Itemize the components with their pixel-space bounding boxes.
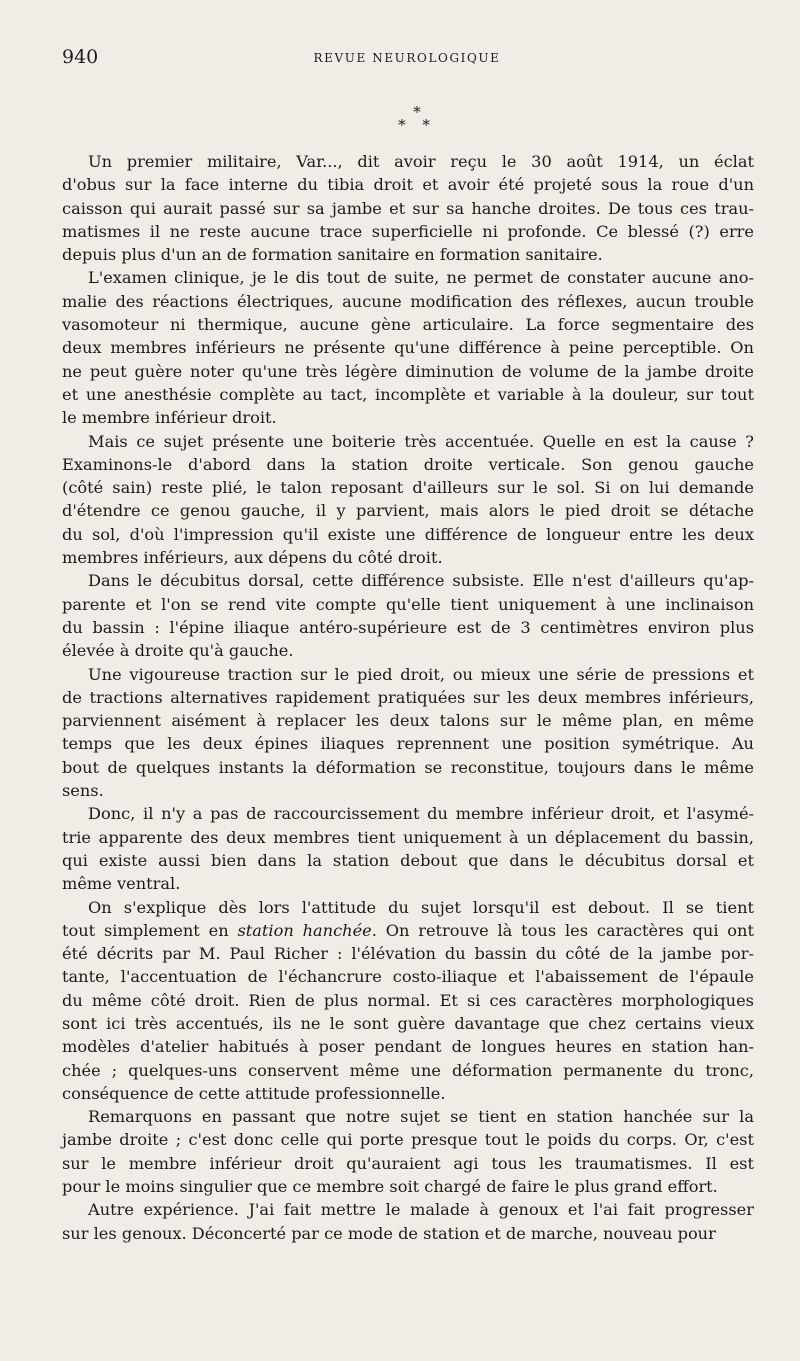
text-line: Examinons-le d'abord dans la station droite verticale. Son genou gauche: [62, 454, 754, 474]
text-line: vasomoteur ni thermique, aucune gène articulaire. La force segmentaire des: [62, 315, 754, 335]
page-header: [62, 44, 752, 72]
running-title: REVUE NEUROLOGIQUE: [313, 51, 501, 65]
text-line: du bassin : l'épine iliaque antéro-supérieure est de 3 centimètres environ plus: [62, 617, 754, 637]
text-line: Une vigoureuse traction sur le pied droit, ou mieux une série de pressions et: [88, 664, 754, 684]
text-line: même ventral.: [62, 874, 181, 894]
text-line: sens.: [62, 781, 104, 801]
text-line: d'obus sur la face interne du tibia droit et avoir été projeté sous la roue d'un: [62, 175, 754, 195]
text-line: chée ; quelques-uns conservent même une déformation permanente du tronc,: [62, 1060, 754, 1080]
text-line: Donc, il n'y a pas de raccourcissement du membre inférieur droit, et l'asymé-: [88, 804, 754, 824]
text-line: qui existe aussi bien dans la station debout que dans le décubitus dorsal et: [62, 850, 754, 870]
text-line: tante, l'accentuation de l'échancrure costo-iliaque et l'abaissement de l'épaule: [62, 967, 754, 987]
paragraph: [62, 569, 754, 662]
text-line: du sol, d'où l'impression qu'il existe une différence de longueur entre les deux: [62, 524, 754, 544]
ornament-asterisk-top: *: [413, 103, 421, 121]
paragraph: [62, 1198, 754, 1245]
text-line: trie apparente des deux membres tient uniquement à un déplacement du bassin,: [62, 827, 754, 847]
ornament-asterisks-bottom: * *: [398, 116, 436, 134]
text-line: modèles d'atelier habitués à poser pendant de longues heures en station han-: [62, 1037, 754, 1057]
text-line: deux membres inférieurs ne présente qu'une différence à peine perceptible. On: [62, 338, 754, 358]
text-line: ne peut guère noter qu'une très légère diminution de volume de la jambe droite: [62, 361, 754, 381]
text-line: et une anesthésie complète au tact, incomplète et variable à la douleur, sur tout: [62, 384, 754, 404]
text-line: parente et l'on se rend vite compte qu'elle tient uniquement à une inclinaison: [62, 594, 754, 614]
text-line: malie des réactions électriques, aucune modification des réflexes, aucun trouble: [62, 291, 754, 311]
text-line: temps que les deux épines iliaques reprennent une position symétrique. Au: [62, 734, 754, 754]
text-line: Remarquons en passant que notre sujet se tient en station hanchée sur la: [88, 1107, 754, 1127]
text-line: du même côté droit. Rien de plus normal. Et si ces caractères morphologiques: [62, 990, 754, 1010]
paragraph: [62, 896, 754, 1106]
text-line: le membre inférieur droit.: [62, 408, 277, 428]
text-line: Autre expérience. J'ai fait mettre le malade à genoux et l'ai fait progresser: [88, 1200, 754, 1220]
text-line: Mais ce sujet présente une boiterie très accentuée. Quelle en est la cause ?: [88, 431, 754, 451]
text-line: L'examen clinique, je le dis tout de suite, ne permet de constater aucune ano-: [88, 268, 754, 288]
text-line: depuis plus d'un an de formation sanitaire en formation sanitaire.: [62, 245, 603, 265]
text-line: (côté sain) reste plié, le talon reposant d'ailleurs sur le sol. Si on lui demande: [62, 478, 754, 498]
paragraph: [62, 430, 754, 570]
text-line: matismes il ne reste aucune trace superficielle ni profonde. Ce blessé (?) erre: [62, 221, 754, 241]
text-line: Un premier militaire, Var..., dit avoir reçu le 30 août 1914, un éclat: [88, 152, 754, 171]
article-body: [62, 150, 754, 1245]
text-line: tout simplement en station hanchée. On retrouve là tous les caractères qui ont: [62, 920, 754, 940]
page-number: 940: [62, 46, 99, 68]
text-line: jambe droite ; c'est donc celle qui porte presque tout le poids du corps. Or, c'est: [62, 1130, 754, 1150]
text-line: sont ici très accentués, ils ne le sont guère davantage que chez certains vieux: [62, 1013, 754, 1033]
text-line: parviennent aisément à replacer les deux talons sur le même plan, en même: [62, 711, 754, 731]
text-line: On s'explique dès lors l'attitude du sujet lorsqu'il est debout. Il se tient: [88, 897, 754, 917]
text-line: d'étendre ce genou gauche, il y parvient, mais alors le pied droit se détache: [62, 501, 754, 521]
text-line: de tractions alternatives rapidement pratiquées sur les deux membres inférieurs,: [62, 687, 754, 707]
text-line: Dans le décubitus dorsal, cette différence subsiste. Elle n'est d'ailleurs qu'ap-: [88, 571, 754, 591]
text-line: sur le membre inférieur droit qu'auraient agi tous les traumatismes. Il est: [62, 1153, 754, 1173]
text-line: bout de quelques instants la déformation se reconstitue, toujours dans le même: [62, 757, 754, 777]
text-line: été décrits par M. Paul Richer : l'élévation du bassin du côté de la jambe por-: [62, 944, 754, 964]
text-line: membres inférieurs, aux dépens du côté droit.: [62, 548, 443, 568]
paragraph: [62, 150, 754, 266]
paragraph: [62, 663, 754, 803]
italic-term: station hanchée: [237, 920, 372, 940]
paragraph: [62, 1105, 754, 1198]
text-line: conséquence de cette attitude professionnelle.: [62, 1083, 446, 1103]
paragraph: [62, 266, 754, 429]
text-line: pour le moins singulier que ce membre soit chargé de faire le plus grand effort.: [62, 1177, 718, 1197]
paragraph: [62, 802, 754, 895]
text-line: élevée à droite qu'à gauche.: [62, 641, 294, 661]
section-ornament: [372, 103, 462, 134]
text-line: caisson qui aurait passé sur sa jambe et sur sa hanche droites. De tous ces trau-: [62, 198, 754, 218]
text-line: sur les genoux. Déconcerté par ce mode de station et de marche, nouveau pour: [62, 1223, 716, 1243]
